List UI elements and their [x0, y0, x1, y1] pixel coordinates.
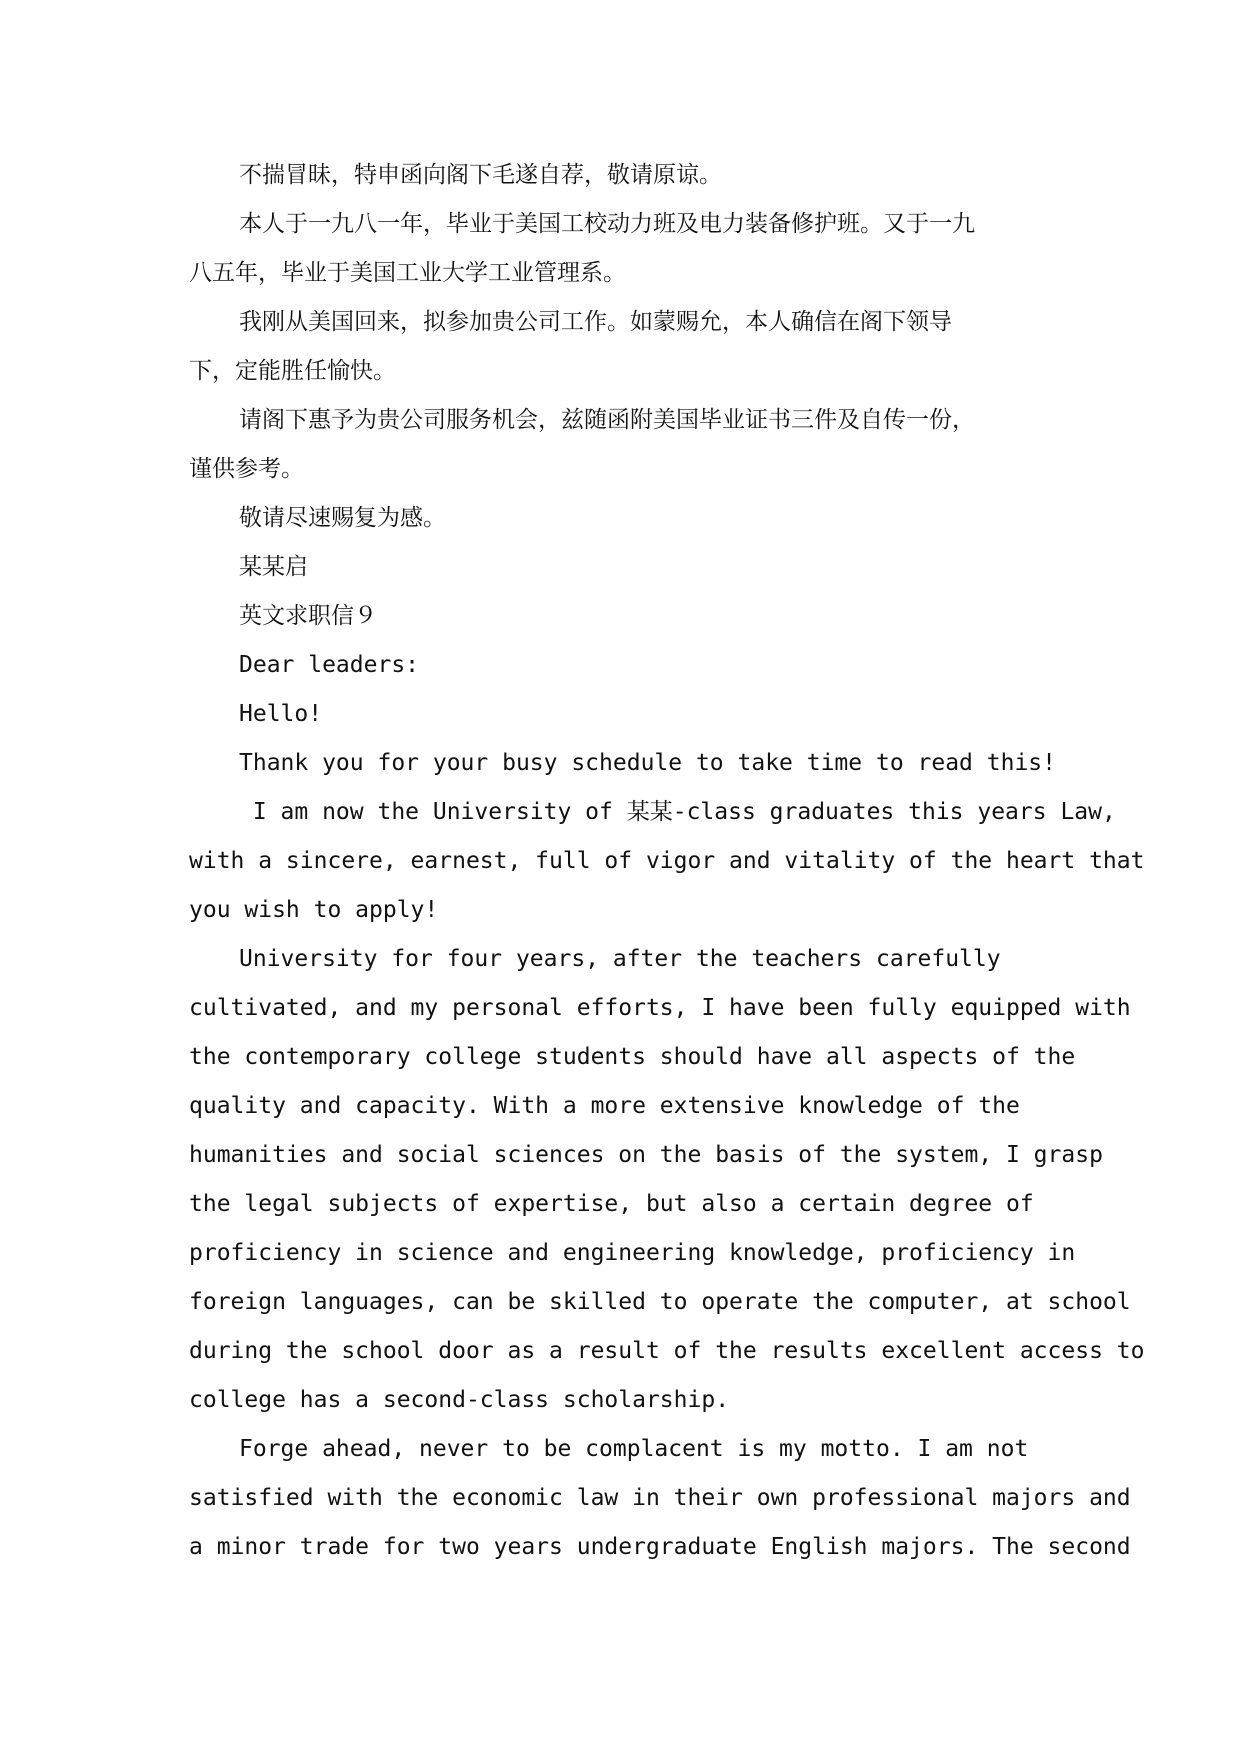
text-line: you wish to apply!	[189, 897, 439, 923]
text-line: University for four years, after the teachers carefully	[239, 946, 1001, 972]
text-line: I am now the University of 某某-class graduates this years Law,	[239, 799, 1116, 825]
text-line: a minor trade for two years undergraduate English majors. The second	[189, 1534, 1131, 1560]
text-line: Thank you for your busy schedule to take time to read this!	[239, 750, 1056, 776]
section-heading: 英文求职信９	[239, 603, 377, 629]
salutation: Dear leaders:	[239, 652, 420, 678]
text-line: college has a second-class scholarship.	[189, 1387, 730, 1413]
text-line: 八五年，毕业于美国工业大学工业管理系。	[189, 260, 626, 286]
text-line: satisfied with the economic law in their own professional majors and	[189, 1485, 1131, 1511]
text-line: 下，定能胜任愉快。	[189, 358, 396, 384]
text-line: the legal subjects of expertise, but also a certain degree of	[189, 1191, 1034, 1217]
text-line: proficiency in science and engineering knowledge, proficiency in	[189, 1240, 1076, 1266]
text-line: 敬请尽速赐复为感。	[239, 505, 446, 531]
text-line: the contemporary college students should have all aspects of the	[189, 1044, 1076, 1070]
text-line: 谨供参考。	[189, 456, 304, 482]
text-line: foreign languages, can be skilled to operate the computer, at school	[189, 1289, 1131, 1315]
text-line: 不揣冒昧，特申函向阁下毛遂自荐，敬请原谅。	[239, 162, 722, 188]
letter-body	[189, 151, 1145, 1572]
text-line: with a sincere, earnest, full of vigor and vitality of the heart that	[189, 848, 1145, 874]
text-line: quality and capacity. With a more extensive knowledge of the	[189, 1093, 1020, 1119]
text-line: 请阁下惠予为贵公司服务机会，兹随函附美国毕业证书三件及自传一份，	[239, 407, 975, 433]
text-line: humanities and social sciences on the basis of the system, I grasp	[189, 1142, 1103, 1168]
text-line: Forge ahead, never to be complacent is my motto. I am not	[239, 1436, 1029, 1462]
text-line: 本人于一九八一年，毕业于美国工校动力班及电力装备修护班。又于一九	[239, 211, 975, 237]
signature-line: 某某启	[239, 554, 308, 580]
text-line: 我刚从美国回来，拟参加贵公司工作。如蒙赐允，本人确信在阁下领导	[239, 309, 952, 335]
text-line: cultivated, and my personal efforts, I have been fully equipped with	[189, 995, 1131, 1021]
greeting: Hello!	[239, 701, 323, 727]
text-line: during the school door as a result of the results excellent access to	[189, 1338, 1145, 1364]
